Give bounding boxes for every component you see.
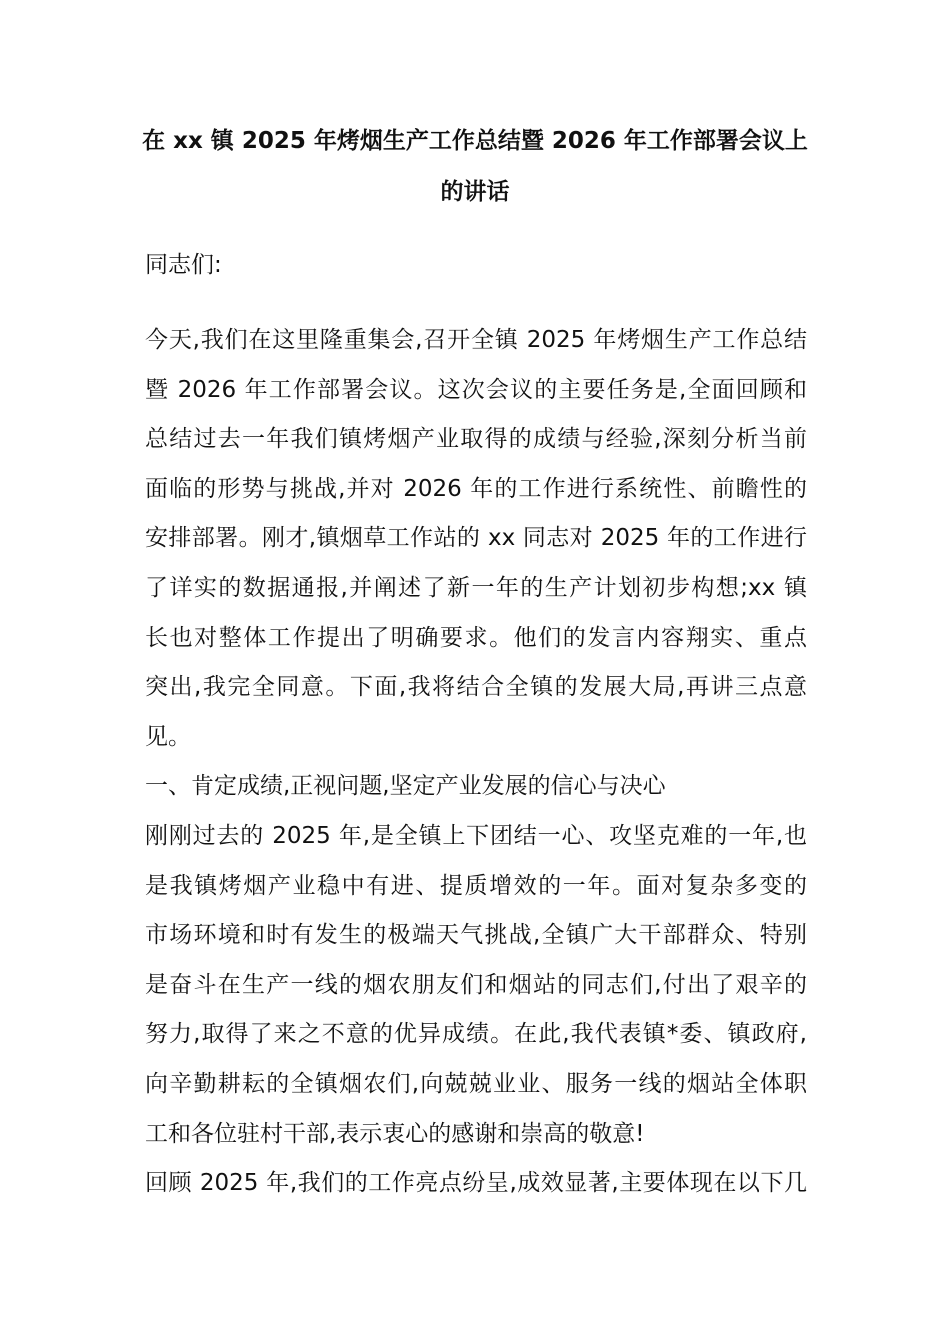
salutation: 同志们:: [145, 252, 222, 278]
paragraph-line: 回顾 2025 年,我们的工作亮点纷呈,成效显著,主要体现在以下几: [145, 1170, 807, 1197]
paragraph-line: 工和各位驻村干部,表示衷心的感谢和崇高的敬意!: [145, 1120, 645, 1147]
document-body: [145, 325, 807, 1218]
paragraph-line: 市场环境和时有发生的极端天气挑战,全镇广大干部群众、特别: [145, 922, 807, 949]
paragraph-line: 暨 2026 年工作部署会议。这次会议的主要任务是,全面回顾和: [145, 376, 807, 403]
document-title-line: 的讲话: [440, 179, 510, 205]
paragraph-line: 是我镇烤烟产业稳中有进、提质增效的一年。面对复杂多变的: [145, 872, 807, 899]
paragraph-line: 刚刚过去的 2025 年,是全镇上下团结一心、攻坚克难的一年,也: [145, 822, 807, 849]
paragraph-line: 总结过去一年我们镇烤烟产业取得的成绩与经验,深刻分析当前: [145, 426, 807, 453]
paragraph-line: 是奋斗在生产一线的烟农朋友们和烟站的同志们,付出了艰辛的: [145, 971, 807, 998]
paragraph-line: 面临的形势与挑战,并对 2026 年的工作进行系统性、前瞻性的: [145, 475, 807, 502]
document-title-line: 在 xx 镇 2025 年烤烟生产工作总结暨 2026 年工作部署会议上: [142, 128, 808, 154]
section-heading: 一、肯定成绩,正视问题,坚定产业发展的信心与决心: [145, 773, 666, 800]
paragraph-line: 突出,我完全同意。下面,我将结合全镇的发展大局,再讲三点意: [145, 674, 807, 701]
paragraph-line: 安排部署。刚才,镇烟草工作站的 xx 同志对 2025 年的工作进行: [145, 525, 807, 552]
paragraph-line: 今天,我们在这里隆重集会,召开全镇 2025 年烤烟生产工作总结: [145, 327, 807, 353]
paragraph-line: 长也对整体工作提出了明确要求。他们的发言内容翔实、重点: [145, 624, 807, 651]
paragraph-line: 向辛勤耕耘的全镇烟农们,向兢兢业业、服务一线的烟站全体职: [145, 1070, 807, 1097]
paragraph-line: 努力,取得了来之不意的优异成绩。在此,我代表镇*委、镇政府,: [145, 1021, 807, 1048]
paragraph-line: 了详实的数据通报,并阐述了新一年的生产计划初步构想;xx 镇: [145, 574, 807, 601]
paragraph-line: 见。: [145, 723, 191, 750]
